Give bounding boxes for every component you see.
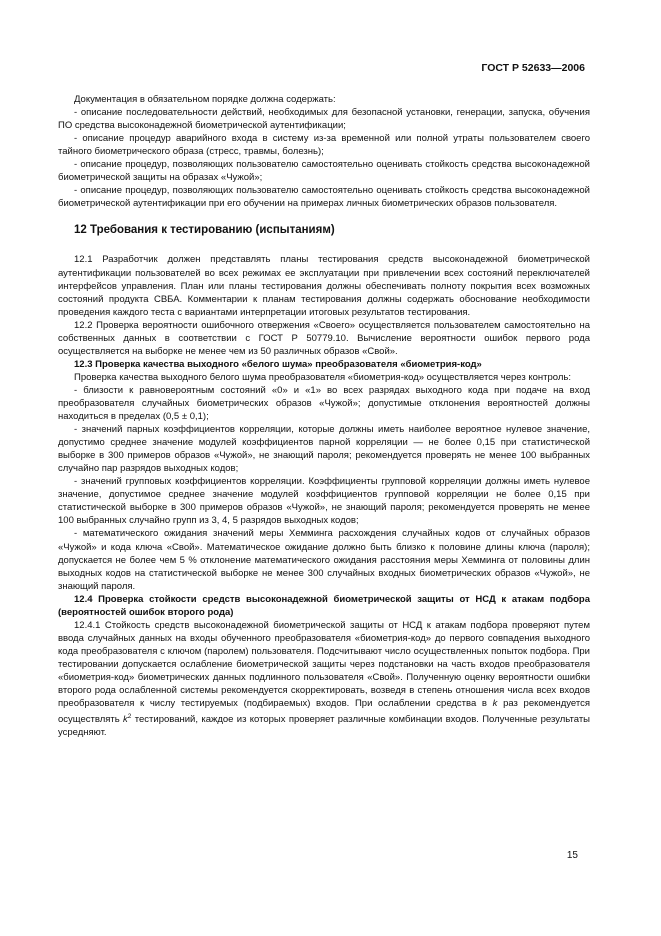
- paragraph-12-2: 12.2 Проверка вероятности ошибочного отвержения «Своего» осуществляется пользователем самостоятельно на собственных данных в соответствии с ГОСТ Р 50779.10. Вычисление вероятности ошибок первого рода осуществляется на выборке не менее чем из 50 различных образов «Свой».: [58, 319, 590, 357]
- intro-lead: Документация в обязательном порядке должна содержать:: [74, 94, 336, 105]
- p12-4-1-text-a: 12.4.1 Стойкость средств высоконадежной биометрической защиты от НСД к атакам подбора проверяют путем ввода случайных данных на входы обученного преобразователя «биометрия-код» до первого совпадения выходного кода преобразователя с ключом (паролем) пользователя. Подсчитывают число осуществленных попыток подбора. При тестировании допускается ослабление биометрической защиты через подстановки на часть входов преобразователя «биометрия-код» биометрических данных подлинного пользователя «Свой». Полученную оценку вероятности ошибки второго рода ослабленной системы рекомендуется скорректировать, возведя в степень отношения числа всех входов преобразователя к числу тестируемых (подбираемых) входов. При ослаблении средства в: [58, 619, 590, 710]
- variable-k: k: [492, 698, 498, 710]
- paragraph-12-1: 12.1 Разработчик должен представлять планы тестирования средств высоконадежной биометрической аутентификации пользователей во всех режимах ее эксплуатации при привлечении всех состояний переключателей интерфейсов управления. План или планы тестирования должны обеспечивать полноту покрытия всех возможных состояний продукта СВБА. Комментарии к планам тестирования должны содержать обоснование необходимости проведения каждого теста с вариантами интерпретации итоговых результатов тестирования.: [58, 254, 590, 318]
- exponent-2: 2: [127, 713, 132, 721]
- p12-4-1-text-c: тестирований, каждое из которых проверяет различные комбинации входов. Полученные результаты усредняют.: [58, 714, 591, 739]
- paragraph-12-3-intro: Проверка качества выходного белого шума преобразователя «биометрия-код» осуществляется через контроль:: [74, 371, 572, 383]
- p12-4-1-text-b: раз рекомендуется осуществлять: [58, 698, 591, 726]
- list-item-12-3: - значений парных коэффициентов корреляции, которые должны иметь наиболее вероятное нулевое значение, допустимо среднее значение модулей коэффициентов парной корреляции — не более 0,15 при статистической выборке в 300 примеров образов «Чужой», не знающий пароля; рекомендуется проверять не менее 100 выбранных случайно пар разрядов выходных кодов;: [58, 424, 590, 475]
- paragraph-12-4-1: [58, 619, 590, 739]
- list-item-12-3: - близости к равновероятным состояний «0» и «1» во всех разрядах выходного кода при подаче на вход преобразователя случайных биометрических образов «Чужой»; допустимые отклонения вероятностей должны находиться в пределах (0,5 ± 0,1);: [58, 384, 590, 423]
- variable-k-squared: k: [123, 714, 128, 726]
- subheading-12-4: 12.4 Проверка стойкости средств высоконадежной биометрической защиты от НСД к атакам подбора (вероятностей ошибок второго рода): [58, 593, 590, 618]
- intro-item: - описание последовательности действий, необходимых для безопасной установки, генерации, запуска, обучения ПО средства высоконадежной биометрической аутентификации;: [58, 107, 590, 132]
- subheading-12-3: 12.3 Проверка качества выходного «белого шума» преобразователя «биометрия-код»: [74, 358, 482, 370]
- list-item-12-3: - значений групповых коэффициентов корреляции. Коэффициенты групповой корреляции должны иметь нулевое значение, допустимое среднее значение модулей коэффициентов групповой корреляции не более 0,15 при статистической выборке в 300 примеров образов «Чужой», не знающий пароля; рекомендуется проверять не менее 100 выбранных случайно групп из 3, 4, 5 разрядов выходных кодов;: [58, 476, 590, 527]
- page-number: 15: [566, 850, 578, 861]
- document-header-code: ГОСТ Р 52633—2006: [481, 62, 585, 74]
- intro-item: - описание процедур, позволяющих пользователю самостоятельно оценивать стойкость средства высоконадежной биометрической защиты на образах «Чужой»;: [58, 159, 590, 184]
- list-item-12-3: - математического ожидания значений меры Хемминга расхождения случайных кодов от случайных образов «Чужой» и кода ключа «Свой». Математическое ожидание должно быть близко к половине длины ключа (пароля); допускается не более чем 5 % отклонение математического ожидания расстояния меры Хемминга от половины длин выходных кодов на статистической выборке не менее 300 случайных входных биометрических образов «Чужой», не знающий пароля.: [58, 528, 590, 592]
- page-body: [58, 93, 590, 739]
- intro-item: - описание процедур аварийного входа в систему из-за временной или полной утраты пользователем своего тайного биометрического образа (стресс, травмы, болезнь);: [58, 133, 590, 158]
- section-heading: 12 Требования к тестированию (испытаниям): [74, 224, 335, 237]
- intro-item: - описание процедур, позволяющих пользователю самостоятельно оценивать стойкость средства высоконадежной биометрической аутентификации при его обучении на примерах личных биометрических образов пользователя.: [58, 185, 590, 210]
